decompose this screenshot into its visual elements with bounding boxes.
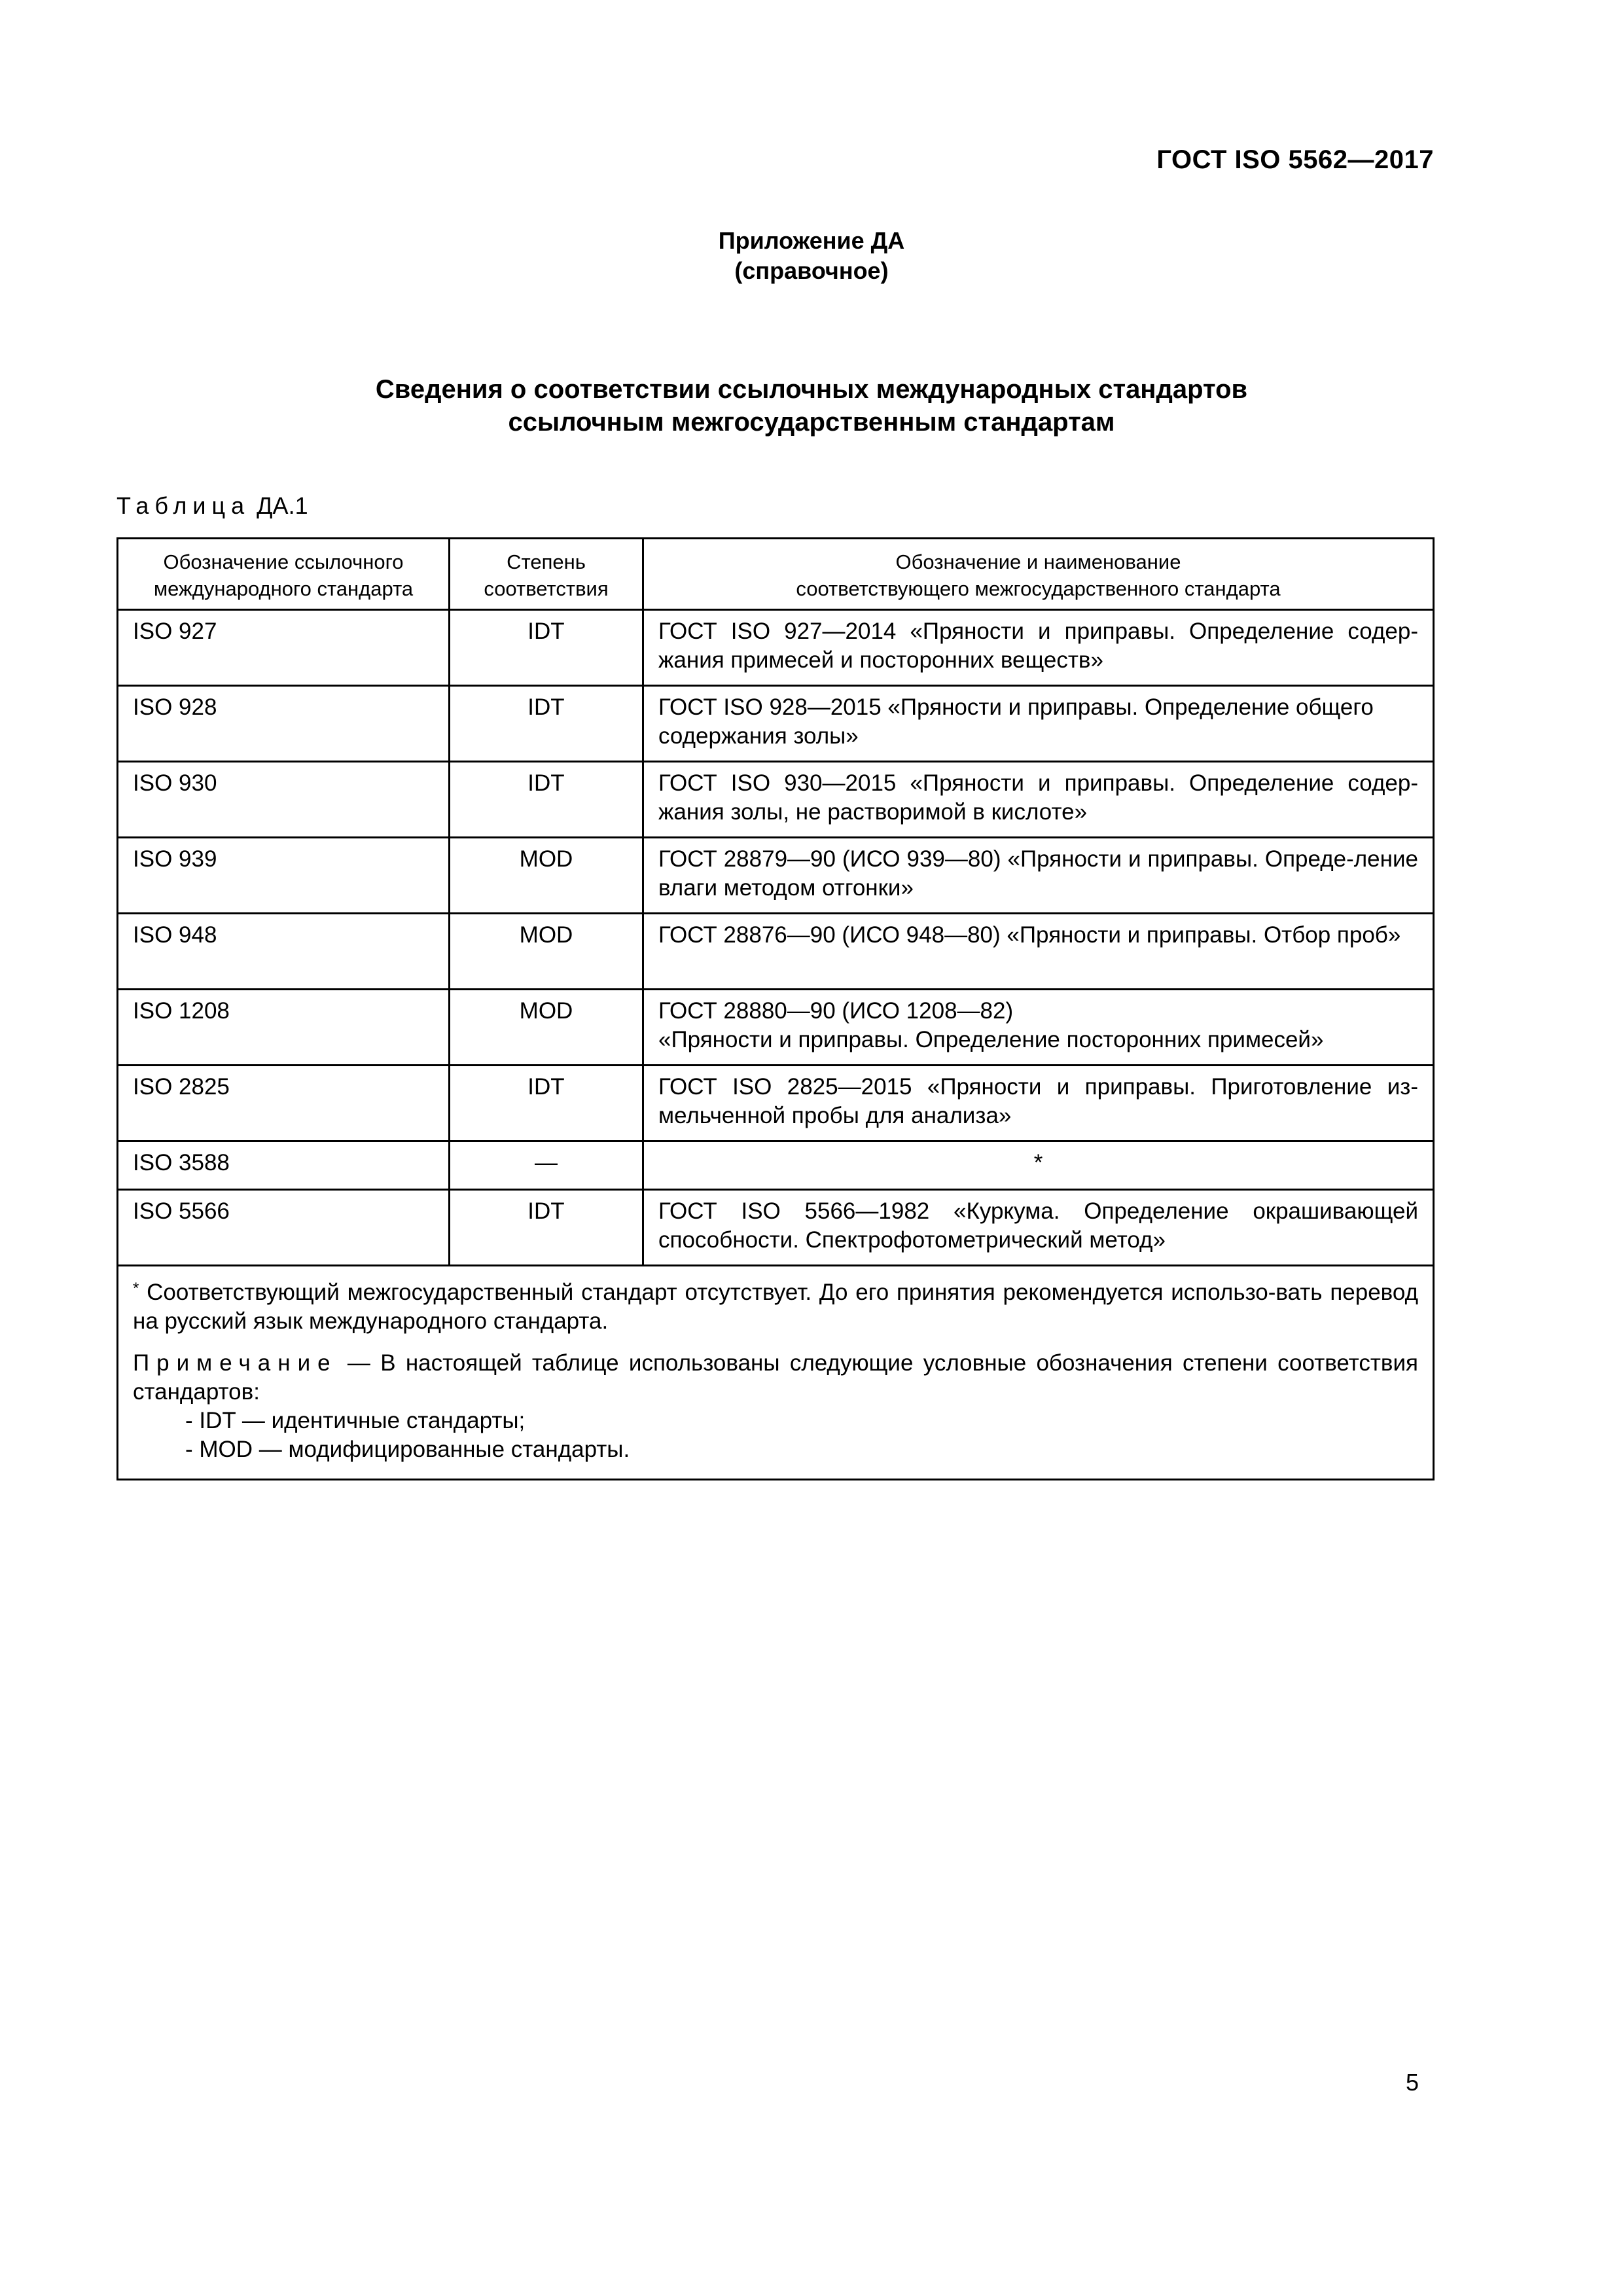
header-interstate-standard: Обозначение и наименование соответствующего межгосударственного стандарта (643, 539, 1434, 610)
degree-cell: — (450, 1141, 643, 1190)
interstate-standard-cell: * (643, 1141, 1434, 1190)
document-code: ГОСТ ISO 5562—2017 (1156, 145, 1434, 174)
section-title-line-2: ссылочным межгосударственным стандартам (508, 408, 1115, 437)
intl-standard-cell: ISO 927 (118, 610, 450, 686)
degree-cell: IDT (450, 762, 643, 838)
interstate-standard-cell: ГОСТ 28880—90 (ИСО 1208—82) «Пряности и приправы. Определение посторонних примесей» (643, 990, 1434, 1066)
intl-standard-cell: ISO 930 (118, 762, 450, 838)
interstate-standard-cell: ГОСТ ISO 930—2015 «Пряности и приправы. Определение содер-жания золы, не растворимой в кислоте» (643, 762, 1434, 838)
table-row (118, 762, 1434, 838)
intl-standard-cell: ISO 928 (118, 686, 450, 762)
table-caption (116, 492, 308, 520)
section-title (0, 373, 1623, 439)
footnote-text: Соответствующий межгосударственный стандарт отсутствует. До его принятия рекомендуется использо-вать перевод на русский язык международного стандарта. (133, 1280, 1418, 1334)
table-row (118, 1141, 1434, 1190)
table-row (118, 686, 1434, 762)
table-row (118, 1190, 1434, 1266)
intl-standard-cell: ISO 1208 (118, 990, 450, 1066)
correspondence-table (116, 537, 1435, 1480)
degree-cell: IDT (450, 610, 643, 686)
intl-standard-cell: ISO 948 (118, 914, 450, 990)
table-caption-number: ДА.1 (257, 492, 308, 519)
interstate-standard-cell: ГОСТ ISO 5566—1982 «Куркума. Определение окрашивающей способности. Спектрофотометрический метод» (643, 1190, 1434, 1266)
table-header-row (118, 539, 1434, 610)
degree-cell: IDT (450, 1066, 643, 1141)
degree-cell: MOD (450, 838, 643, 914)
degree-cell: IDT (450, 686, 643, 762)
note (133, 1349, 1418, 1407)
intl-standard-cell: ISO 3588 (118, 1141, 450, 1190)
table-row (118, 838, 1434, 914)
header-intl-standard: Обозначение ссылочного международного стандарта (118, 539, 450, 610)
header-degree: Степень соответствия (450, 539, 643, 610)
degree-cell: IDT (450, 1190, 643, 1266)
interstate-standard-cell: ГОСТ 28876—90 (ИСО 948—80) «Пряности и приправы. Отбор проб» (643, 914, 1434, 990)
degree-cell: MOD (450, 914, 643, 990)
intl-standard-cell: ISO 5566 (118, 1190, 450, 1266)
note-text: — В настоящей таблице использованы следующие условные обозначения степени соответствия стандартов: (133, 1350, 1418, 1405)
appendix-type: (справочное) (734, 257, 889, 284)
table-caption-word: Таблица (116, 492, 251, 519)
note-word: Примечание (133, 1350, 338, 1376)
degree-cell: MOD (450, 990, 643, 1066)
table-footer-row (118, 1266, 1434, 1480)
table-row (118, 990, 1434, 1066)
table-footer (118, 1266, 1434, 1480)
intl-standard-cell: ISO 939 (118, 838, 450, 914)
footnote-mark: * (133, 1280, 139, 1297)
page-number: 5 (1406, 2069, 1419, 2096)
interstate-standard-cell: ГОСТ ISO 927—2014 «Пряности и приправы. Определение содер-жания примесей и посторонних веществ» (643, 610, 1434, 686)
table-row (118, 914, 1434, 990)
intl-standard-cell: ISO 2825 (118, 1066, 450, 1141)
appendix-title: Приложение ДА (718, 227, 905, 254)
table-row (118, 1066, 1434, 1141)
footnote (133, 1278, 1418, 1336)
section-title-line-1: Сведения о соответствии ссылочных международных стандартов (375, 375, 1248, 404)
table-row (118, 610, 1434, 686)
appendix-heading (0, 226, 1623, 286)
note-item-idt: - IDT — идентичные стандарты; (185, 1408, 526, 1433)
interstate-standard-cell: ГОСТ ISO 2825—2015 «Пряности и приправы. Приготовление из-мельченной пробы для анализа» (643, 1066, 1434, 1141)
note-item-mod: - MOD — модифицированные стандарты. (185, 1437, 630, 1462)
interstate-standard-cell: ГОСТ ISO 928—2015 «Пряности и приправы. Определение общего содержания золы» (643, 686, 1434, 762)
interstate-standard-cell: ГОСТ 28879—90 (ИСО 939—80) «Пряности и приправы. Опреде-ление влаги методом отгонки» (643, 838, 1434, 914)
